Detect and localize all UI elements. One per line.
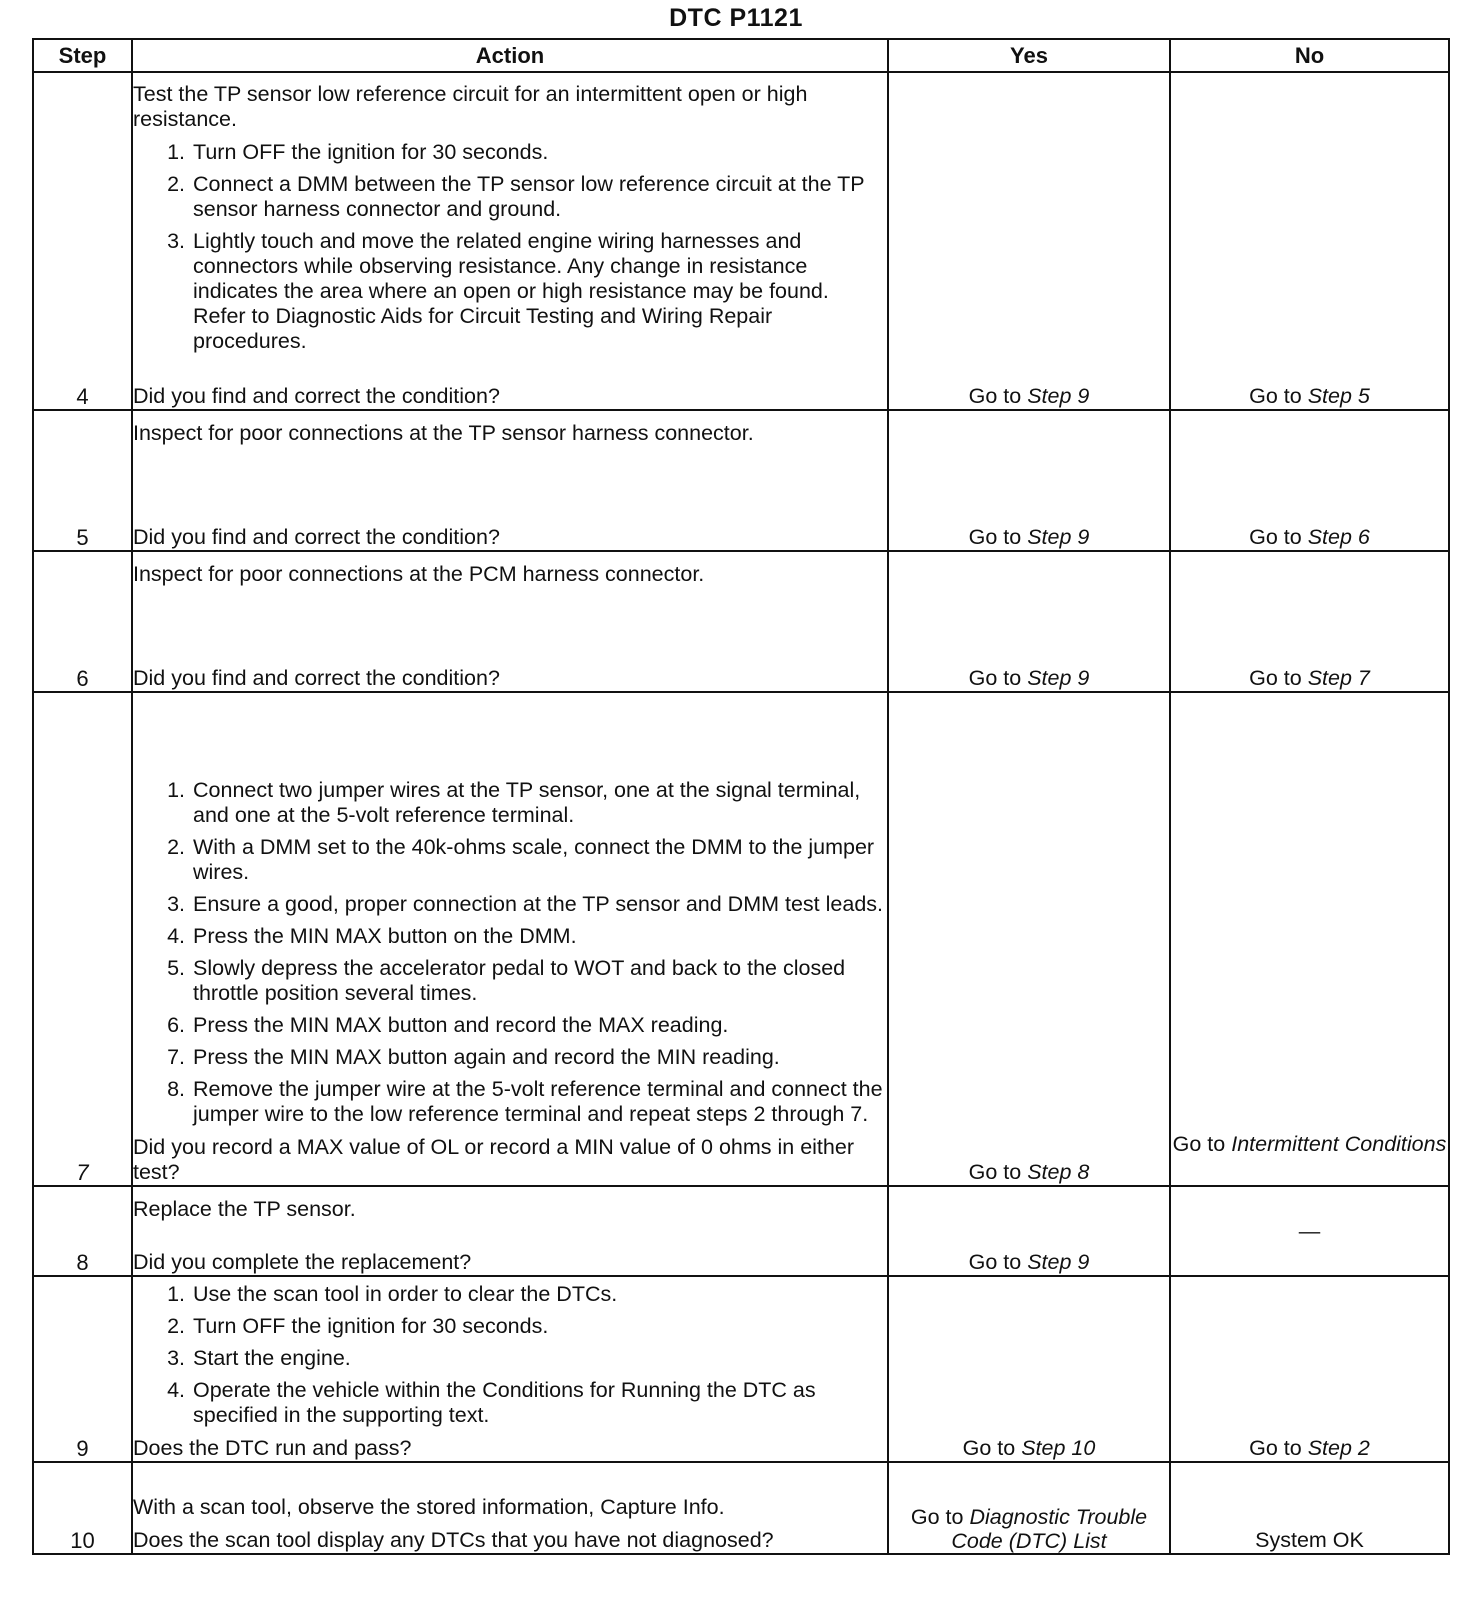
table-row-step-4 [33,72,1449,410]
action-intro: Inspect for poor connections at the TP sensor harness connector. [133,421,754,445]
yes-step-ref: Step 9 [1027,384,1090,408]
action-question: Did you record a MAX value of OL or record a MIN value of 0 ohms in either test? [133,1135,854,1184]
yes-step-ref: Step 9 [1027,1250,1090,1274]
action-cell [132,1276,888,1462]
yes-step-ref: Diagnostic Trouble Code (DTC) List [951,1505,1148,1553]
header-step: Step [33,39,132,72]
action-question: Did you find and correct the condition? [133,666,500,690]
action-intro: Inspect for poor connections at the PCM harness connector. [133,562,705,586]
yes-cell: Go to Step 9 [888,410,1170,551]
no-cell: Go to Step 5 [1170,72,1449,410]
list-item: 8. Remove the jumper wire at the 5-volt reference terminal and connect the jumper wire to the low reference terminal and repeat steps 2 through 7. [167,1077,883,1126]
yes-cell: Go to Step 9 [888,1186,1170,1276]
step-number: 5 [33,410,132,551]
action-intro: With a scan tool, observe the stored information, Capture Info. [133,1495,725,1519]
step-number: 8 [33,1186,132,1276]
action-cell [132,692,888,1186]
action-question: Does the DTC run and pass? [133,1436,412,1460]
no-cell: Go to Step 2 [1170,1276,1449,1462]
yes-cell: Go to Step 9 [888,551,1170,692]
table-row-step-9 [33,1276,1449,1462]
list-item: 7. Press the MIN MAX button again and record the MIN reading. [167,1045,780,1069]
table-row-step-8 [33,1186,1449,1276]
yes-cell: Go to Step 9 [888,72,1170,410]
list-item: 6. Press the MIN MAX button and record the MAX reading. [167,1013,729,1037]
substep-list [133,140,887,354]
step-number: 6 [33,551,132,692]
list-item: 2. Turn OFF the ignition for 30 seconds. [167,1314,549,1338]
no-step-ref: Step 6 [1307,525,1370,549]
list-item: 1. Turn OFF the ignition for 30 seconds. [167,140,549,164]
list-item: 5. Slowly depress the accelerator pedal to WOT and back to the closed throttle position several times. [167,956,846,1005]
action-question: Did you find and correct the condition? [133,525,500,549]
action-intro: Replace the TP sensor. [133,1197,356,1221]
action-cell [132,72,888,410]
table-header-row [33,39,1449,72]
action-cell [132,410,888,551]
table-row-step-5 [33,410,1449,551]
list-item: 3. Start the engine. [167,1346,351,1370]
dtc-table [32,38,1450,1555]
table-row-step-10 [33,1462,1449,1554]
step-number: 4 [33,72,132,410]
list-item: 3. Lightly touch and move the related engine wiring harnesses and connectors while observing resistance. Any change in resistance indicates the area where an open or high resistance may be found. Refer to Diagnostic Aids for Circuit Testing and Wiring Repair procedures. [167,229,829,353]
page-title: DTC P1121 [669,4,803,32]
action-question: Does the scan tool display any DTCs that you have not diagnosed? [133,1528,774,1552]
action-cell [132,551,888,692]
step-number: 7 [33,692,132,1186]
no-cell: System OK [1170,1462,1449,1554]
step-number: 10 [33,1462,132,1554]
action-question: Did you find and correct the condition? [133,384,500,408]
list-item: 4. Press the MIN MAX button on the DMM. [167,924,577,948]
substep-list [133,778,887,1127]
header-yes: Yes [888,39,1170,72]
no-step-ref: Step 5 [1307,384,1370,408]
no-cell: Go to Intermittent Conditions [1170,692,1449,1186]
table-row-step-6 [33,551,1449,692]
header-action: Action [132,39,888,72]
action-intro: Test the TP sensor low reference circuit for an intermittent open or high resistance. [133,82,808,131]
yes-step-ref: Step 9 [1027,525,1090,549]
no-step-ref: Intermittent Conditions [1231,1132,1447,1156]
table-row-step-7 [33,692,1449,1186]
yes-step-ref: Step 8 [1027,1160,1090,1184]
no-cell: Go to Step 6 [1170,410,1449,551]
no-step-ref: Step 2 [1307,1436,1370,1460]
no-cell: Go to Step 7 [1170,551,1449,692]
substep-list [133,1282,887,1428]
list-item: 3. Ensure a good, proper connection at the TP sensor and DMM test leads. [167,892,883,916]
no-step-ref: Step 7 [1307,666,1370,690]
action-question: Did you complete the replacement? [133,1250,472,1274]
yes-step-ref: Step 9 [1027,666,1090,690]
list-item: 1. Connect two jumper wires at the TP sensor, one at the signal terminal, and one at the 5-volt reference terminal. [167,778,861,827]
list-item: 1. Use the scan tool in order to clear the DTCs. [167,1282,618,1306]
yes-cell: Go to Step 8 [888,692,1170,1186]
yes-cell: Go to Step 10 [888,1276,1170,1462]
header-no: No [1170,39,1449,72]
yes-step-ref: Step 10 [1021,1436,1096,1460]
action-cell [132,1462,888,1554]
list-item: 2. With a DMM set to the 40k-ohms scale, connect the DMM to the jumper wires. [167,835,875,884]
yes-cell: Go to Diagnostic Trouble Code (DTC) List [888,1462,1170,1554]
list-item: 2. Connect a DMM between the TP sensor low reference circuit at the TP sensor harness connector and ground. [167,172,865,221]
list-item: 4. Operate the vehicle within the Conditions for Running the DTC as specified in the supporting text. [167,1378,816,1427]
step-number: 9 [33,1276,132,1462]
action-cell [132,1186,888,1276]
no-cell: — [1170,1186,1449,1276]
